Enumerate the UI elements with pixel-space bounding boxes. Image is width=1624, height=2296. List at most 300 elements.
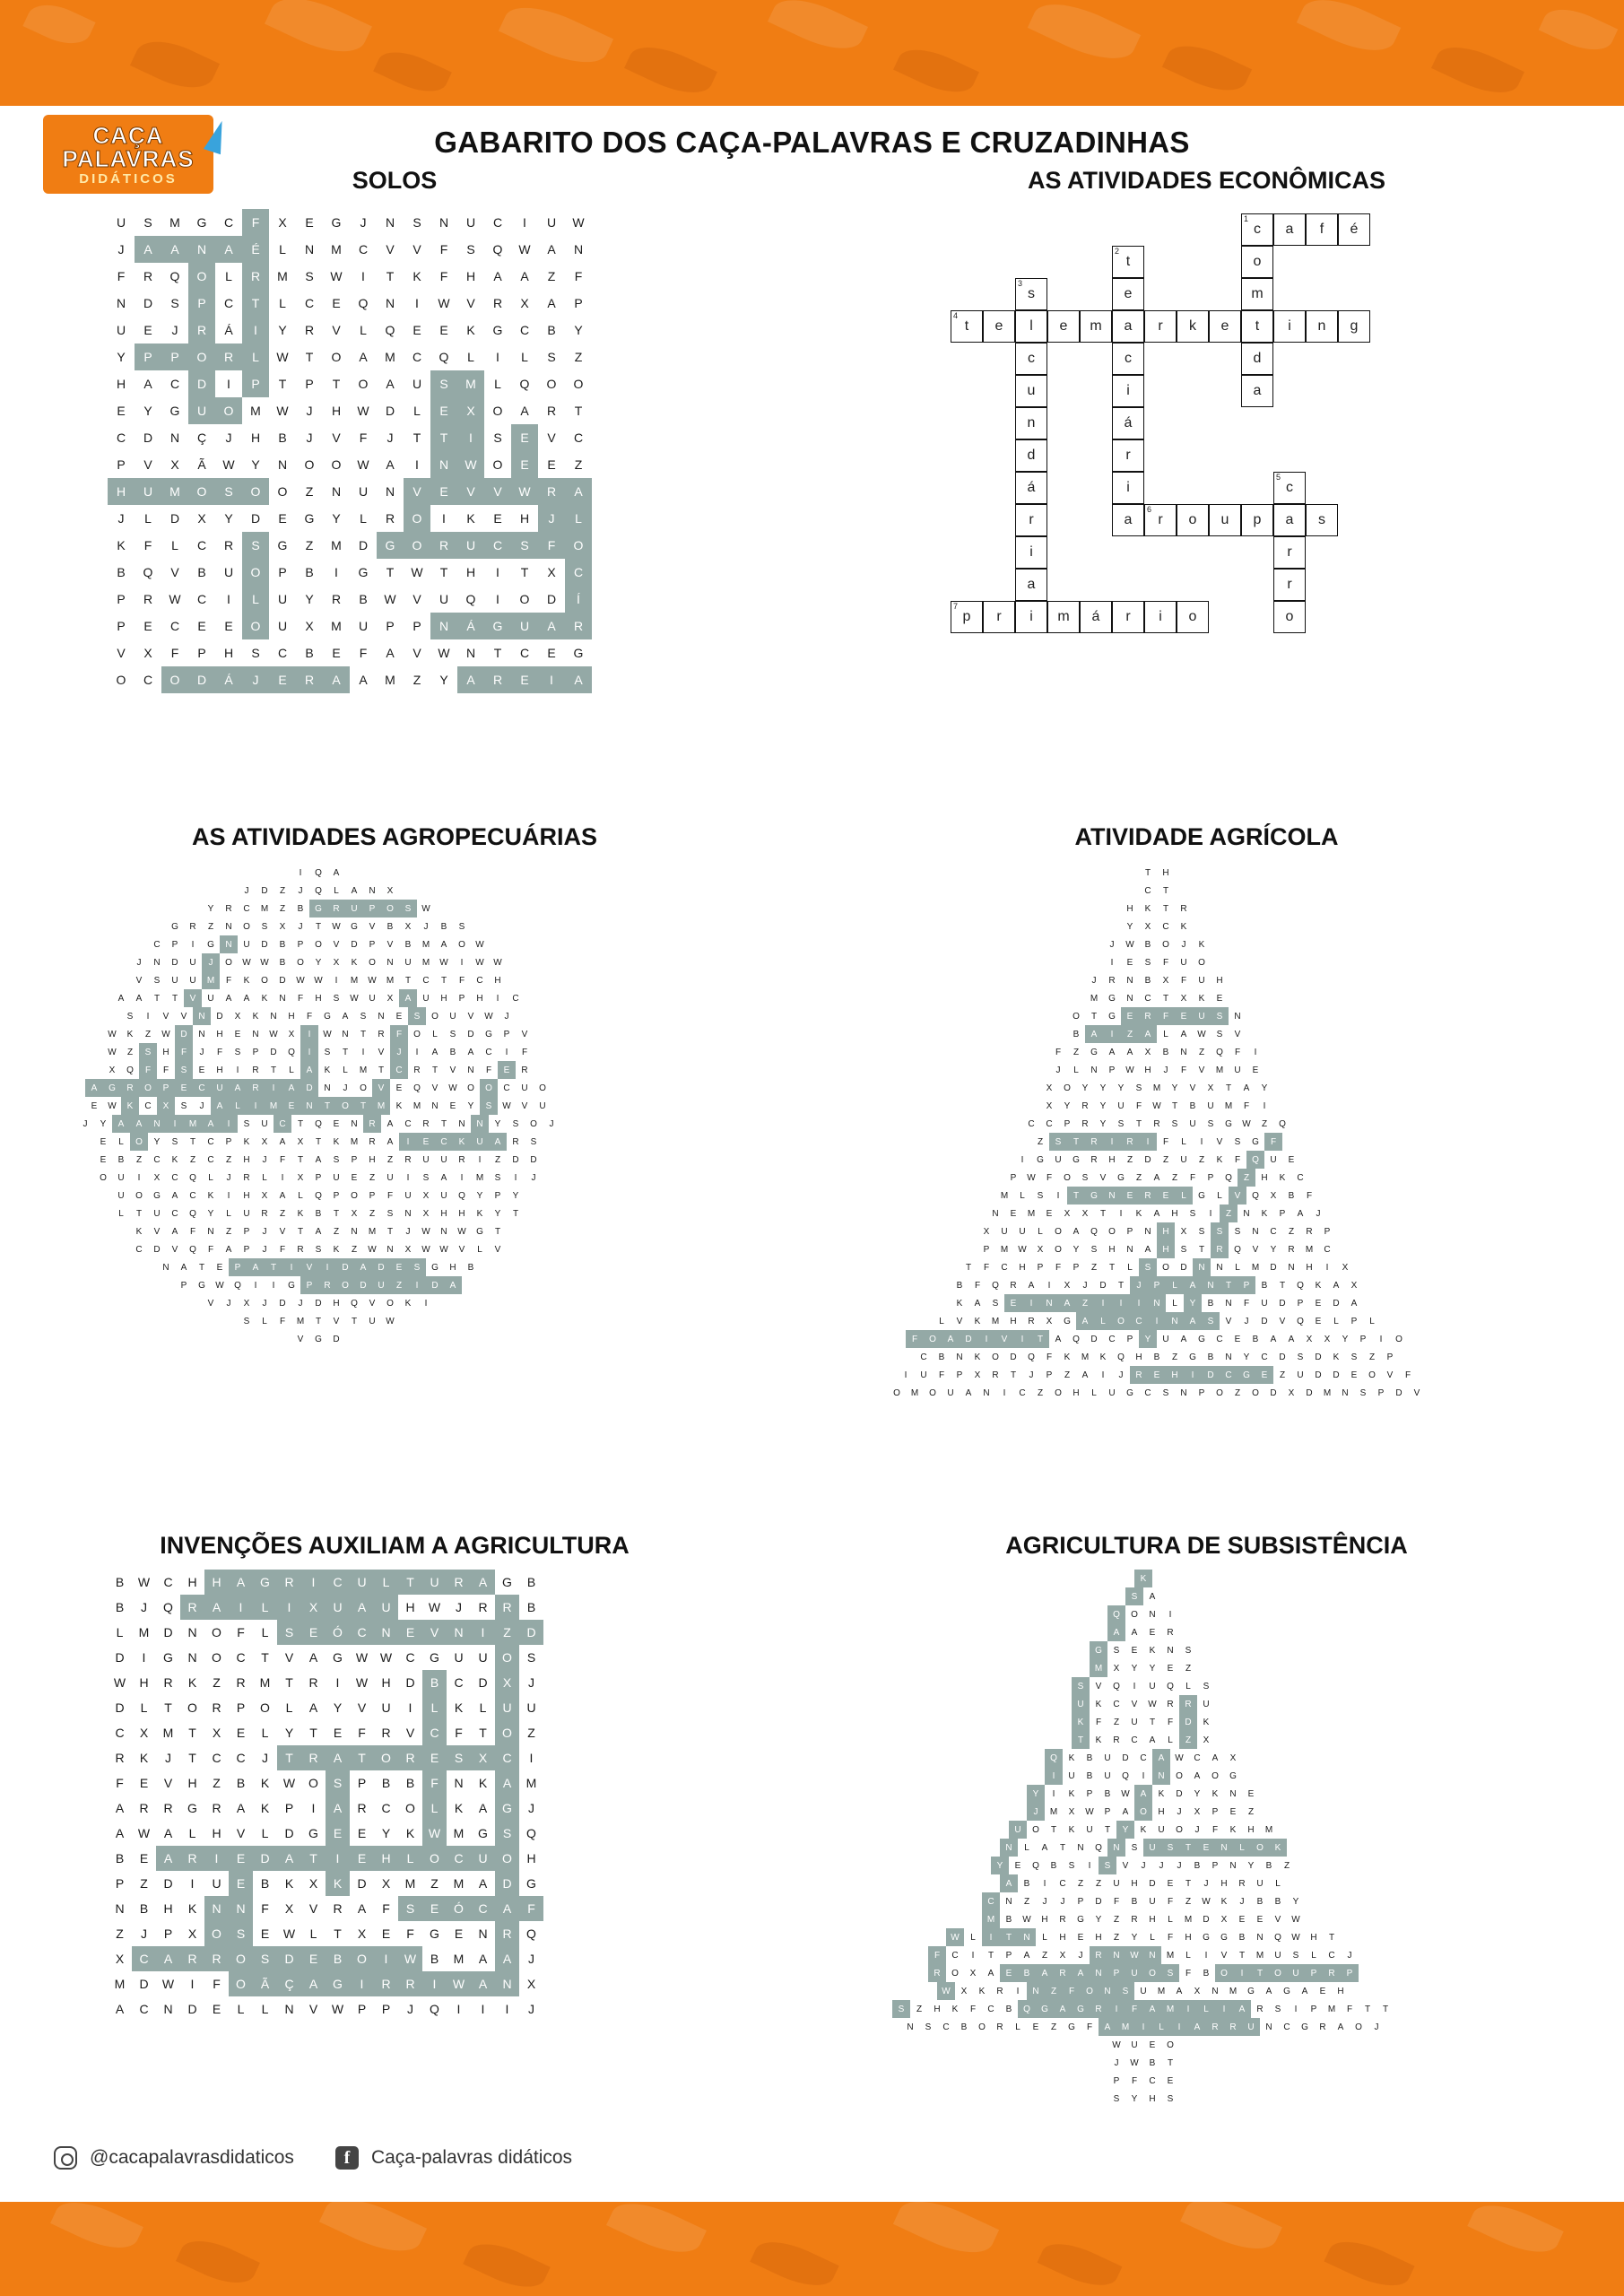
wordsearch-cell: W (269, 1029, 278, 1039)
wordsearch-cell: W (1022, 1914, 1031, 1925)
wordsearch-row (1045, 1749, 1394, 1767)
wordsearch-cell: H (1158, 1806, 1165, 1817)
wordsearch-cell: U (386, 1172, 394, 1183)
wordsearch-cell: W (161, 1977, 175, 1991)
wordsearch-cell: K (135, 1226, 143, 1237)
wordsearch-cell: R (1028, 1316, 1035, 1326)
wordsearch-row (1085, 971, 1426, 989)
wordsearch-cell: X (1046, 1100, 1053, 1111)
wordsearch-cell: B (305, 565, 314, 579)
wordsearch-cell: J (538, 505, 565, 532)
wordsearch-cell: C (390, 1061, 408, 1079)
wordsearch-row (108, 1770, 543, 1796)
wordsearch-cell: W (398, 1946, 422, 1971)
wordsearch-cell: T (309, 1726, 317, 1740)
wordsearch-cell: V (1099, 1172, 1107, 1183)
wordsearch-cell: A (161, 236, 188, 263)
wordsearch-cell: F (519, 1896, 543, 1921)
wordsearch-cell: E (301, 1620, 326, 1645)
crossword-cell: a (1015, 569, 1047, 601)
wordsearch-cell: Z (279, 885, 286, 896)
wordsearch-cell: W (457, 1226, 466, 1237)
wordsearch-row (108, 1871, 543, 1896)
wordsearch-cell: N (907, 2022, 914, 2032)
wordsearch-cell: S (1037, 1190, 1044, 1201)
wordsearch-cell: E (175, 1079, 193, 1097)
wordsearch-cell: Z (1261, 1118, 1268, 1129)
wordsearch-cell: J (83, 1118, 88, 1129)
wordsearch-cell: H (212, 1826, 221, 1840)
wordsearch-cell: H (1310, 1932, 1317, 1943)
wordsearch-cell: U (1009, 1821, 1027, 1839)
wordsearch-cell: H (476, 993, 483, 1004)
wordsearch-cell: J (504, 1011, 509, 1022)
wordsearch-cell: G (304, 511, 315, 526)
crossword-cell: 5 c (1273, 472, 1306, 504)
wordsearch-cell: B (279, 939, 286, 950)
wordsearch-cell: E (1319, 1986, 1326, 1996)
crossword-cell: c (1015, 343, 1047, 375)
wordsearch-cell: H (1261, 1172, 1268, 1183)
wordsearch-cell: W (260, 957, 269, 968)
wordsearch-cell: R (333, 1901, 343, 1916)
wordsearch-cell: G (207, 939, 214, 950)
wordsearch-cell: B (1261, 1280, 1268, 1291)
wordsearch-cell: Y (494, 1208, 501, 1219)
wordsearch-cell: X (1180, 993, 1187, 1004)
wordsearch-cell: N (284, 2002, 294, 2016)
wordsearch-cell: G (1108, 993, 1116, 1004)
wordsearch-cell: K (1099, 1352, 1107, 1362)
wordsearch-cell: R (1108, 975, 1116, 986)
wordsearch-cell: Q (315, 1190, 322, 1201)
wordsearch-row (1121, 918, 1426, 935)
wordsearch-cell: G (1220, 1932, 1228, 1943)
wordsearch-cell: J (298, 1298, 303, 1309)
wordsearch-cell: D (1122, 1752, 1129, 1763)
wordsearch-cell: Q (1032, 1860, 1039, 1871)
wordsearch-cell: E (1167, 1878, 1174, 1889)
wordsearch-cell: V (162, 1011, 169, 1022)
wordsearch-cell: Y (143, 404, 152, 418)
wordsearch-cell: S (398, 1896, 422, 1921)
wordsearch-cell: A (386, 457, 395, 472)
wordsearch-cell: F (439, 269, 448, 283)
wordsearch-cell: V (170, 565, 179, 579)
wordsearch-cell: H (1306, 1262, 1313, 1273)
wordsearch-cell: F (1167, 1896, 1174, 1907)
wordsearch-cell: C (1130, 1312, 1148, 1330)
wordsearch-cell: B (1086, 1770, 1093, 1781)
wordsearch-cell: M (982, 1910, 1000, 1928)
wordsearch-cell: C (484, 532, 511, 559)
wordsearch-cell: E (1229, 1806, 1237, 1817)
wordsearch-cell: L (1369, 1316, 1375, 1326)
wordsearch-cell: Z (430, 1876, 439, 1891)
wordsearch-cell: O (187, 1700, 197, 1715)
wordsearch-cell: H (315, 993, 322, 1004)
wordsearch-cell: C (326, 1570, 350, 1595)
wordsearch-cell: U (381, 1700, 391, 1715)
wordsearch-cell: F (1063, 1982, 1081, 2000)
wordsearch-cell: P (115, 1876, 125, 1891)
wordsearch-cell: K (297, 1208, 304, 1219)
wordsearch-cell: J (1078, 1950, 1083, 1961)
wordsearch-cell: J (262, 1751, 268, 1765)
wordsearch-cell: J (242, 666, 269, 693)
wordsearch-cell: B (1207, 1352, 1214, 1362)
wordsearch-cell: F (1167, 1717, 1174, 1727)
wordsearch-cell: E (1157, 1187, 1175, 1205)
section-title-invencoes: INVENÇÕES AUXILIAM A AGRICULTURA (160, 1532, 630, 1559)
wordsearch-cell: Y (1095, 1914, 1102, 1925)
wordsearch-cell: A (1076, 1312, 1094, 1330)
wordsearch-cell: S (1116, 1982, 1134, 2000)
wordsearch-cell: K (284, 1876, 294, 1891)
wordsearch-cell: E (498, 1061, 516, 1079)
wordsearch-cell: Q (1073, 1334, 1080, 1344)
bottom-decorative-band (0, 2202, 1624, 2296)
wordsearch-cell: S (1135, 1083, 1142, 1093)
wordsearch-cell: W (518, 242, 531, 257)
wordsearch-cell: E (511, 666, 538, 693)
wordsearch-cell: O (1143, 1964, 1161, 1982)
wordsearch-cell: L (1311, 1950, 1316, 1961)
wordsearch-cell: L (144, 511, 152, 526)
wordsearch-cell: Q (430, 2002, 439, 2016)
wordsearch-cell: Q (358, 296, 369, 310)
wordsearch-cell: M (475, 1172, 484, 1183)
wordsearch-cell: B (960, 2022, 968, 2032)
wordsearch-row (103, 1025, 560, 1043)
wordsearch-cell: Q (189, 1208, 196, 1219)
wordsearch-cell: M (368, 1226, 377, 1237)
wordsearch-cell: Z (1023, 1896, 1030, 1907)
wordsearch-cell: Y (439, 673, 448, 687)
wordsearch-cell: O (458, 939, 465, 950)
crossword-cell: d (1241, 343, 1273, 375)
wordsearch-cell: J (1347, 1950, 1352, 1961)
wordsearch-cell: Z (1135, 1172, 1142, 1183)
wordsearch-cell: Y (117, 350, 126, 364)
wordsearch-cell: Á (215, 666, 242, 693)
wordsearch-cell: H (1337, 1986, 1344, 1996)
wordsearch-cell: M (259, 1675, 271, 1690)
wordsearch-cell: K (1198, 939, 1205, 950)
wordsearch-row (1085, 989, 1426, 1007)
wordsearch-cell: K (1220, 1896, 1228, 1907)
wordsearch-cell: R (243, 1172, 250, 1183)
wordsearch-cell: U (1274, 1950, 1281, 1961)
crossword-cell: c (1112, 343, 1144, 375)
wordsearch-cell: M (1081, 1352, 1090, 1362)
wordsearch-cell: A (520, 404, 529, 418)
wordsearch-cell: K (1180, 921, 1187, 932)
wordsearch-cell: Y (1342, 1334, 1349, 1344)
wordsearch-cell: I (300, 1025, 318, 1043)
wordsearch-cell: L (188, 1826, 196, 1840)
wordsearch-cell: G (502, 1575, 512, 1589)
wordsearch-cell: W (108, 1100, 117, 1111)
wordsearch-cell: K (1203, 1717, 1210, 1727)
wordsearch-cell: U (1256, 1878, 1264, 1889)
wordsearch-cell: F (1125, 2000, 1143, 2018)
wordsearch-cell: H (369, 1154, 376, 1165)
wordsearch-cell: T (354, 1097, 372, 1115)
wordsearch-cell: D (426, 1276, 444, 1294)
wordsearch-cell: G (485, 1029, 492, 1039)
wordsearch-cell: M (331, 242, 342, 257)
wordsearch-cell: B (404, 939, 412, 950)
wordsearch-cell: R (546, 404, 557, 418)
wordsearch-cell: G (1225, 1118, 1232, 1129)
wordsearch-cell: V (547, 430, 556, 445)
wordsearch-cell: A (1180, 1029, 1187, 1039)
wordsearch-cell: F (1404, 1370, 1411, 1380)
wordsearch-cell: L (494, 377, 501, 391)
wordsearch-cell: W (169, 592, 181, 606)
wordsearch-cell: F (216, 1047, 223, 1057)
wordsearch-cell: Y (1116, 1821, 1134, 1839)
facebook-icon[interactable]: f (335, 2146, 359, 2170)
wordsearch-cell: G (1198, 1334, 1205, 1344)
wordsearch-cell: U (350, 1570, 374, 1595)
wordsearch-cell: P (1198, 1387, 1205, 1398)
wordsearch-cell: C (573, 430, 584, 445)
crossword-cell: e (1112, 278, 1144, 310)
wordsearch-cell: T (1067, 1133, 1085, 1151)
wordsearch-cell: P (1064, 1118, 1071, 1129)
wordsearch-cell: Q (1018, 2000, 1036, 2018)
wordsearch-row (108, 1846, 543, 1871)
wordsearch-cell: Q (439, 350, 449, 364)
wordsearch-cell: S (495, 1821, 519, 1846)
wordsearch-cell: H (204, 1570, 229, 1595)
wordsearch-row (1103, 935, 1426, 953)
wordsearch-cell: Y (251, 457, 260, 472)
wordsearch-cell: L (1185, 1681, 1191, 1692)
wordsearch-cell: A (247, 1258, 265, 1276)
crossword-cell: r (1112, 601, 1144, 633)
wordsearch-cell: N (1103, 1187, 1121, 1205)
wordsearch-cell: R (1180, 903, 1187, 914)
wordsearch-cell: A (565, 666, 592, 693)
wordsearch-cell: Q (1297, 1316, 1304, 1326)
wordsearch-cell: R (301, 1745, 326, 1770)
wordsearch-cell: I (457, 424, 484, 451)
wordsearch-cell: R (458, 1154, 465, 1165)
wordsearch-cell: H (374, 1846, 398, 1871)
wordsearch-cell: P (188, 290, 215, 317)
wordsearch-cell: F (1095, 1717, 1102, 1727)
wordsearch-cell: N (1166, 1312, 1184, 1330)
wordsearch-cell: E (430, 478, 457, 505)
wordsearch-cell: S (324, 1047, 331, 1057)
wordsearch-cell: O (331, 350, 342, 364)
wordsearch-cell: U (369, 993, 376, 1004)
wordsearch-cell: J (262, 1244, 267, 1255)
wordsearch-cell: Ã (197, 457, 206, 472)
wordsearch-cell: Y (1099, 1083, 1107, 1093)
wordsearch-cell: U (947, 1387, 954, 1398)
wordsearch-cell: O (1355, 2022, 1362, 2032)
wordsearch-cell: E (1167, 1663, 1174, 1674)
wordsearch-cell: Z (1037, 1136, 1044, 1147)
wordsearch-cell: E (234, 1029, 241, 1039)
wordsearch-cell: E (117, 404, 126, 418)
wordsearch-row (1031, 1133, 1426, 1151)
wordsearch-cell: C (435, 1133, 453, 1151)
wordsearch-cell: S (526, 1650, 536, 1665)
wordsearch-cell: O (350, 1946, 374, 1971)
wordsearch-cell: J (405, 1226, 411, 1237)
section-title-agropecuarias: AS ATIVIDADES AGROPECUÁRIAS (191, 823, 598, 850)
wordsearch-cell: D (1261, 1316, 1268, 1326)
wordsearch-cell: Z (916, 2004, 923, 2014)
wordsearch-cell: Y (1073, 1244, 1080, 1255)
wordsearch-cell: F (1055, 1047, 1062, 1057)
wordsearch-cell: C (1001, 1262, 1008, 1273)
wordsearch-cell: F (406, 1926, 414, 1941)
wordsearch-cell: X (404, 921, 412, 932)
wordsearch-cell: J (549, 1118, 554, 1129)
wordsearch-cell: P (297, 939, 304, 950)
wordsearch-cell: K (405, 1826, 415, 1840)
wordsearch-cell: I (422, 1971, 447, 1996)
wordsearch-cell: M (260, 903, 269, 914)
wordsearch-cell: Y (1171, 1083, 1178, 1093)
wordsearch-cell: V (449, 1065, 456, 1075)
wordsearch-row (892, 2000, 1394, 2018)
wordsearch-cell: I (1204, 1950, 1208, 1961)
wordsearch-cell: N (163, 2002, 173, 2016)
wordsearch-cell: Y (100, 1118, 107, 1129)
wordsearch-cell: Q (1274, 1932, 1281, 1943)
wordsearch-cell: A (171, 1226, 178, 1237)
wordsearch-cell: F (455, 1726, 463, 1740)
wordsearch-cell: W (1027, 1172, 1036, 1183)
wordsearch-cell: A (965, 1387, 972, 1398)
wordsearch-cell: B (279, 957, 286, 968)
wordsearch-cell: D (1333, 1298, 1340, 1309)
wordsearch-row (85, 1079, 560, 1097)
wordsearch-cell: K (1315, 1280, 1322, 1291)
wordsearch-cell: V (1216, 1136, 1223, 1147)
wordsearch-cell: I (301, 1570, 326, 1595)
wordsearch-cell: G (331, 215, 342, 230)
wordsearch-cell: N (1018, 1928, 1036, 1946)
wordsearch-cell: T (265, 1258, 282, 1276)
wordsearch-cell: R (928, 1964, 946, 1982)
wordsearch-cell: T (1328, 1932, 1335, 1943)
wordsearch-cell: Y (278, 323, 287, 337)
wordsearch-cell: B (381, 1776, 391, 1790)
wordsearch-cell: S (892, 2000, 910, 2018)
wordsearch-cell: B (1144, 975, 1151, 986)
wordsearch-cell: I (1043, 1878, 1046, 1889)
wordsearch-cell: C (243, 903, 250, 914)
wordsearch-cell: G (1085, 1187, 1103, 1205)
wordsearch-cell: U (117, 1172, 125, 1183)
wordsearch-cell: S (1113, 1645, 1120, 1656)
wordsearch-cell: N (385, 215, 395, 230)
wordsearch-cell: R (1153, 1118, 1160, 1129)
wordsearch-cell: T (261, 1650, 269, 1665)
wordsearch-cell: Q (1225, 1172, 1232, 1183)
crossword-cell: m (1047, 601, 1080, 633)
wordsearch-cell: A (143, 377, 152, 391)
wordsearch-cell: N (225, 921, 232, 932)
wordsearch-cell: Y (1243, 1352, 1250, 1362)
wordsearch-cell: L (261, 2002, 269, 2016)
wordsearch-cell: A (308, 1650, 318, 1665)
wordsearch-cell: T (315, 921, 322, 932)
wordsearch-row (108, 1996, 543, 2022)
wordsearch-cell: Z (135, 1154, 143, 1165)
crossword-cell: u (1015, 375, 1047, 407)
wordsearch-cell: J (171, 323, 178, 337)
wordsearch-cell: N (1107, 1839, 1125, 1857)
wordsearch-row (202, 900, 560, 918)
wordsearch-cell: P (163, 1926, 173, 1941)
wordsearch-cell: R (996, 2022, 1003, 2032)
wordsearch-cell: M (991, 1316, 1000, 1326)
wordsearch-cell: U (345, 900, 363, 918)
wordsearch-cell: F (439, 242, 448, 257)
wordsearch-cell: J (1177, 1806, 1182, 1817)
wordsearch-cell: L (1015, 2022, 1020, 2032)
wordsearch-cell: R (180, 1946, 204, 1971)
wordsearch-row (1107, 2036, 1394, 2054)
wordsearch-row (108, 1896, 543, 1921)
wordsearch-cell: L (1168, 1735, 1173, 1745)
wordsearch-cell: G (1203, 1932, 1210, 1943)
wordsearch-cell: T (318, 1097, 336, 1115)
wordsearch-cell: X (187, 1926, 197, 1941)
wordsearch-cell: H (116, 377, 126, 391)
wordsearch-cell: W (1085, 1806, 1094, 1817)
wordsearch-cell: P (357, 2002, 367, 2016)
wordsearch-cell: F (170, 646, 179, 660)
wordsearch-cell: X (520, 296, 529, 310)
wordsearch-cell: G (277, 538, 288, 552)
wordsearch-cell: A (1180, 1334, 1187, 1344)
wordsearch-cell: N (304, 242, 315, 257)
crossword-cell: 2 t (1112, 246, 1144, 278)
wordsearch-cell: K (1068, 1788, 1075, 1799)
wordsearch-cell: I (142, 1650, 146, 1665)
instagram-icon[interactable] (54, 2146, 77, 2170)
wordsearch-cell: E (1315, 1298, 1322, 1309)
wordsearch-cell: X (381, 1876, 391, 1891)
wordsearch-cell: R (1206, 2018, 1224, 2036)
wordsearch-row (1134, 1570, 1394, 1587)
instagram-handle[interactable]: @cacapalavrasdidaticos (90, 2147, 294, 2168)
wordsearch-cell: R (261, 1208, 268, 1219)
wordsearch-cell: R (121, 1079, 139, 1097)
wordsearch-cell: E (1197, 1839, 1215, 1857)
wordsearch-cell: M (1000, 1244, 1009, 1255)
wordsearch-cell: P (1046, 1370, 1053, 1380)
wordsearch-cell: A (300, 1061, 318, 1079)
wordsearch-cell: X (284, 1901, 294, 1916)
wordsearch-cell: K (1068, 1752, 1075, 1763)
wordsearch-cell: E (1149, 1627, 1156, 1638)
facebook-handle[interactable]: Caça-palavras didáticos (370, 2147, 573, 2168)
wordsearch-cell: V (1279, 1316, 1286, 1326)
wordsearch-row (915, 1348, 1426, 1366)
wordsearch-cell: Z (1064, 1370, 1071, 1380)
